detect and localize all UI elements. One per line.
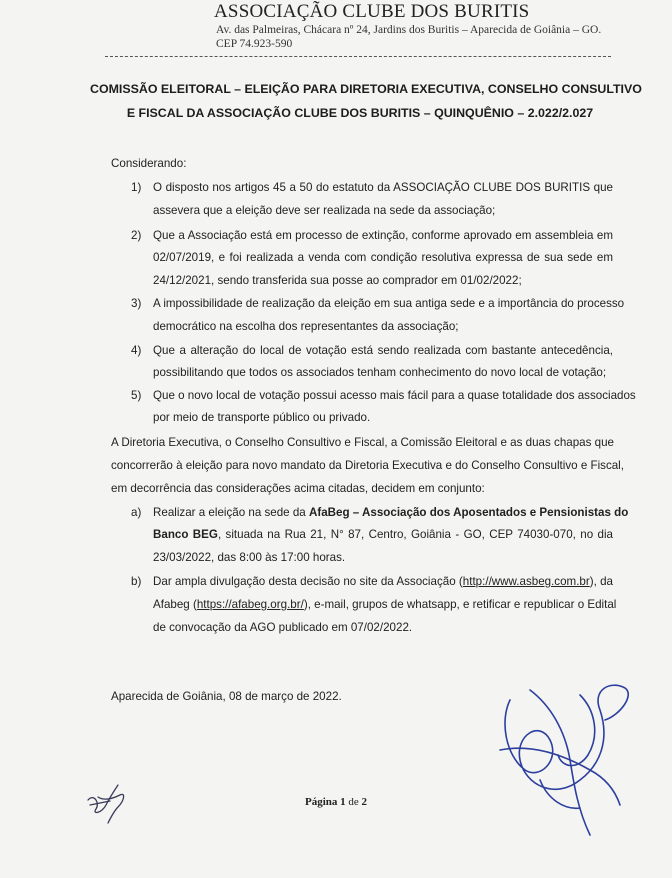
signature-right [470,660,640,860]
consideration-text-line: 24/12/2021, sendo transferida sua posse ao comprador em 01/02/2022; [153,274,522,287]
consideration-number: 1) [131,181,142,194]
afabeg-link[interactable]: https://afabeg.org.br/ [196,598,304,611]
letterhead-cep: CEP 74.923-590 [216,38,293,50]
consideration-text-line: por meio de transporte público ou privado. [153,411,371,424]
decision-a-text: Realizar a eleição na sede da [153,506,309,519]
letterhead-title: ASSOCIAÇÃO CLUBE DOS BURITIS [214,1,530,22]
consideration-number: 2) [131,229,142,242]
consideration-text-line: possibilitando que todos os associados tenham conhecimento do novo local de votação; [153,366,607,379]
footer-of: de [348,796,359,808]
page-footer [0,796,672,808]
footer-label: Página [304,796,338,808]
decision-a-line3: 23/03/2022, das 8:00 às 17:00 horas. [153,551,346,564]
decision-a-address: , situada na Rua 21, N° 87, Centro, Goiânia - GO, CEP 74030-070, no dia [217,528,613,541]
consideration-number: 5) [131,389,142,402]
consideration-text-line: democrático na escolha dos representantes da associação; [153,320,459,333]
decision-b-text: ), da [589,575,613,588]
document-heading-line1: COMISSÃO ELEITORAL – ELEIÇÃO PARA DIRETORIA EXECUTIVA, CONSELHO CONSULTIVO [90,82,642,96]
decision-a-line1 [153,506,629,519]
place-date: Aparecida de Goiânia, 08 de março de 2022. [111,690,342,703]
decision-paragraph-line: em decorrência das considerações acima citadas, decidem em conjunto: [111,482,485,495]
afabeg-name: AfaBeg – Associação dos Aposentados e Pensionistas do [308,506,629,519]
decision-b-line2 [153,598,617,611]
consideration-text-line: Que o novo local de votação possui acesso mais fácil para a quase totalidade dos associados [153,389,636,402]
consideration-text-line: assevera que a eleição deve ser realizada na sede da associação; [153,204,496,217]
asbeg-link[interactable]: http://www.asbeg.com.br [462,575,590,588]
decision-letter: a) [131,506,142,519]
consideration-text-line: A impossibilidade de realização da eleição em sua antiga sede e a importância do processo [153,297,625,310]
decision-b-line1 [153,575,613,588]
document-heading-line2: E FISCAL DA ASSOCIAÇÃO CLUBE DOS BURITIS – QUINQUÊNIO – 2.022/2.027 [126,106,594,120]
consideration-text-line: Que a alteração do local de votação está sendo realizada com bastante antecedência, [153,344,613,357]
decision-paragraph-line: A Diretoria Executiva, o Conselho Consultivo e Fiscal, a Comissão Eleitoral e as duas chapas que [111,436,614,449]
decision-a-line2 [153,528,613,541]
considerando-label: Considerando: [111,157,187,170]
decision-b-text: Dar ampla divulgação desta decisão no site da Associação ( [153,575,463,588]
consideration-text-line: 02/07/2019, e foi realizada a venda com condição resolutiva expressa de sua sede em [153,251,613,264]
consideration-number: 3) [131,297,142,310]
consideration-text-line: Que a Associação está em processo de extinção, conforme aprovado em assembleia em [153,229,613,242]
letterhead-address: Av. das Palmeiras, Chácara nº 24, Jardins dos Buritis – Aparecida de Goiânia – GO. [216,24,602,36]
decision-letter: b) [131,575,142,588]
footer-total-pages: 2 [361,796,368,808]
decision-paragraph-line: concorrerão à eleição para novo mandato da Diretoria Executiva e do Conselho Consultivo e Fiscal, [111,459,624,472]
consideration-number: 4) [131,344,142,357]
decision-b-line3: de convocação da AGO publicado em 07/02/2022. [153,621,413,634]
footer-current-page: 1 [340,796,346,808]
consideration-text-line: O disposto nos artigos 45 a 50 do estatuto da ASSOCIAÇÃO CLUBE DOS BURITIS que [153,181,613,194]
decision-b-text: Afabeg ( [153,598,197,611]
banco-beg-name: Banco BEG [153,528,218,541]
letterhead-divider [105,56,611,57]
decision-b-text: ), e-mail, grupos de whatsapp, e retificar e republicar o Edital [303,598,617,611]
